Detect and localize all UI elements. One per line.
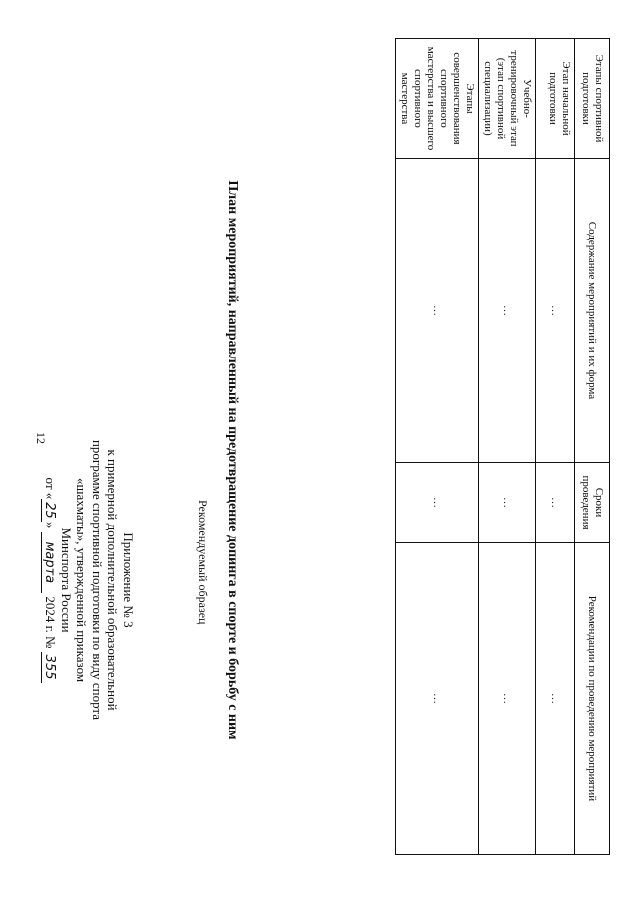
order-prefix: от « (43, 477, 59, 500)
table-row (396, 39, 479, 855)
main-title: План мероприятий, направленный на предотвращение допинга в спорте и борьбу с ним (225, 180, 240, 740)
header-content: Содержание мероприятий и их форма (575, 159, 610, 463)
table-row (479, 39, 536, 855)
table-header-row (575, 39, 610, 855)
cell-recommendations: … (479, 543, 536, 855)
appendix-line-2: программе спортивной подготовки по виду спорта (90, 439, 105, 721)
header-timing: Сроки проведения (575, 463, 610, 543)
order-month: марта (42, 532, 58, 594)
order-line (42, 280, 59, 880)
cell-content: … (479, 159, 536, 463)
order-day: 25 (42, 499, 58, 522)
appendix-line-4: Минспорта России (59, 527, 74, 633)
cell-content: … (536, 159, 575, 463)
cell-stage: Этап начальной подготовки (536, 39, 575, 159)
order-quote-close: » (43, 521, 59, 529)
cell-recommendations: … (396, 543, 479, 855)
cell-content: … (396, 159, 479, 463)
table-row (536, 39, 575, 855)
cell-recommendations: … (536, 543, 575, 855)
cell-timing: … (536, 463, 575, 543)
appendix-title: Приложение № 3 (121, 532, 136, 628)
order-number: 355 (42, 652, 58, 683)
appendix-header (42, 280, 136, 880)
cell-stage: Этапы совершенствования спортивного мастерства и высшего спортивного мастерства (396, 39, 479, 159)
cell-stage: Учебно-тренировочный этап (этап спортивной специализации) (479, 39, 536, 159)
plan-table (395, 38, 610, 855)
cell-timing: … (396, 463, 479, 543)
appendix-line-1: к примерной дополнительной образовательной (105, 449, 121, 711)
page-number: 12 (34, 432, 48, 444)
sample-label: Рекомендуемый образец (196, 500, 210, 625)
header-stage: Этапы спортивной подготовки (575, 39, 610, 159)
appendix-line-3: «шахматы», утвержденной приказом (74, 477, 90, 683)
header-recommendations: Рекомендации по проведению мероприятий (575, 543, 610, 855)
cell-timing: … (479, 463, 536, 543)
order-year: 2024 г. № (43, 596, 59, 649)
